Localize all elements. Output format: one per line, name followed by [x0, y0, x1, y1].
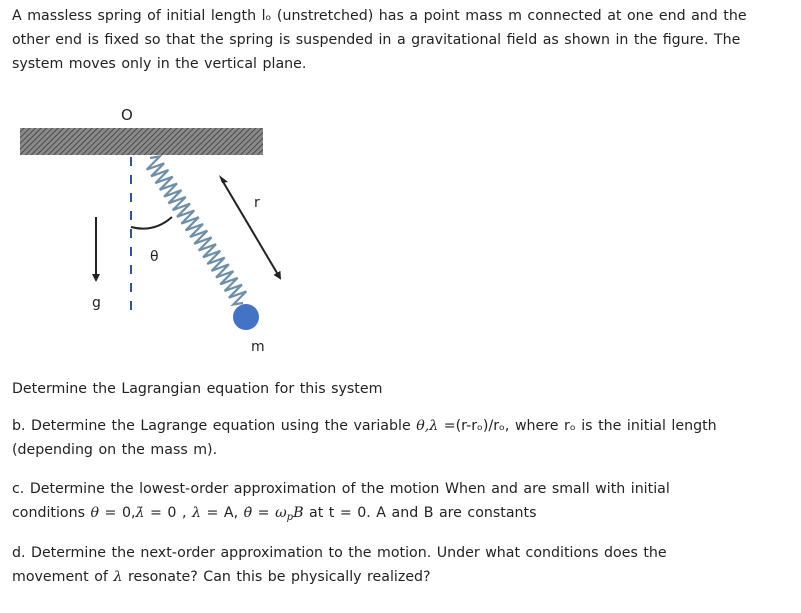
length-arrow-head-top	[219, 175, 228, 183]
spring-pendulum-figure	[0, 95, 290, 365]
question-b-line-1	[12, 414, 782, 438]
question-c-eq-2: = 0 ,	[144, 505, 192, 521]
omega-symbol: ω	[275, 505, 287, 521]
question-c-eq-3: = A,	[200, 505, 244, 521]
question-c-prefix: conditions	[12, 505, 91, 521]
question-c-suffix: at t = 0. A and B are constants	[303, 505, 537, 521]
problem-statement	[12, 4, 782, 76]
question-b	[12, 414, 782, 462]
theta-dot-symbol: θ̇	[243, 505, 253, 521]
question-b-variables: θ,λ	[416, 418, 439, 434]
question-b-text-end: =(r-rₒ)/rₒ, where rₒ is the initial length	[438, 418, 717, 434]
problem-line-3: system moves only in the vertical plane.	[12, 56, 307, 72]
lambda-dot-symbol: λ̇	[135, 505, 145, 521]
point-mass	[233, 304, 259, 330]
question-d-suffix: resonate? Can this be physically realized?	[122, 569, 431, 585]
mass-label: m	[251, 339, 265, 355]
origin-label: O	[121, 106, 133, 124]
problem-line-2: other end is fixed so that the spring is suspended in a gravitational field as shown in the figure. The	[12, 32, 741, 48]
question-c-line-1: c. Determine the lowest-order approximation of the motion When and are small with initial	[12, 481, 670, 497]
question-c-eq-1: = 0,	[99, 505, 136, 521]
gravity-label: g	[92, 295, 101, 311]
question-a	[12, 377, 782, 401]
ceiling-support	[20, 128, 263, 155]
question-c	[12, 477, 782, 530]
question-b-line-2: (depending on the mass m).	[12, 442, 218, 458]
question-d	[12, 541, 782, 589]
spring-coil	[147, 157, 247, 305]
lambda-symbol: λ	[191, 505, 201, 521]
length-arrow	[222, 180, 280, 278]
question-c-line-2	[12, 501, 782, 530]
problem-line-1: A massless spring of initial length lₒ (unstretched) has a point mass m connected at one end and the	[12, 8, 747, 24]
question-c-eq-4: =	[252, 505, 276, 521]
question-b-text-start: b. Determine the Lagrange equation using the variable	[12, 418, 417, 434]
question-d-line-1: d. Determine the next-order approximation to the motion. Under what conditions does the	[12, 545, 667, 561]
question-a-text: Determine the Lagrangian equation for this system	[12, 381, 383, 397]
b-constant: B	[293, 505, 304, 521]
angle-arc	[131, 217, 172, 229]
length-label: r	[254, 195, 260, 211]
question-d-line-2	[12, 565, 782, 589]
lambda-symbol-d: λ	[113, 569, 123, 585]
theta-symbol: θ	[90, 505, 100, 521]
omega-subscript: p	[286, 512, 294, 523]
angle-label: θ	[150, 249, 159, 265]
question-d-prefix: movement of	[12, 569, 114, 585]
